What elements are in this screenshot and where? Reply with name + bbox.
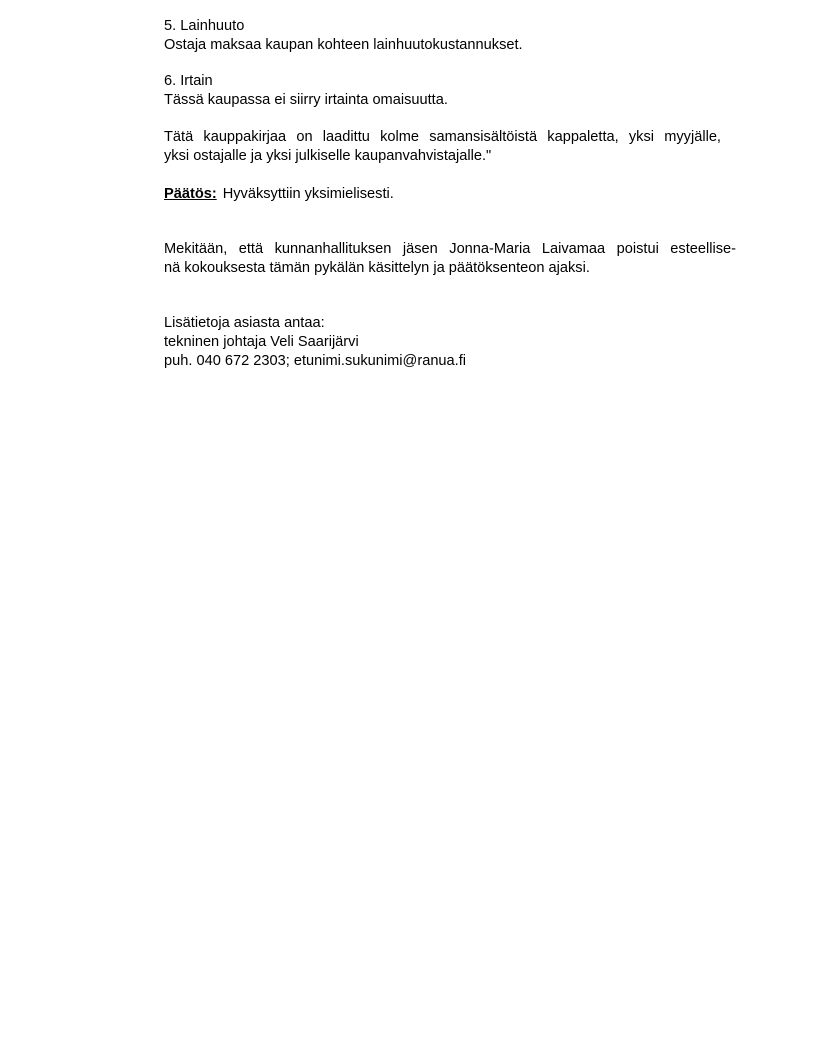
decision-label: Päätös: — [164, 186, 217, 202]
copies-line-2: yksi ostajalle ja yksi julkiselle kaupanvahvistajalle." — [164, 148, 492, 164]
section-text: Tässä kaupassa ei siirry irtainta omaisuutta. — [164, 92, 448, 108]
contact-details: puh. 040 672 2303; etunimi.sukunimi@ranua.fi — [164, 353, 467, 369]
contact-info — [164, 314, 744, 371]
copies-line-1: Tätä kauppakirjaa on laadittu kolme samansisältöistä kappaletta, yksi myyjälle, — [164, 129, 721, 145]
section-heading: 6. Irtain — [164, 73, 213, 89]
contact-person: tekninen johtaja Veli Saarijärvi — [164, 334, 359, 350]
section-text: Ostaja maksaa kaupan kohteen lainhuutokustannukset. — [164, 37, 523, 53]
note-line-2: nä kokouksesta tämän pykälän käsittelyn ja päätöksenteon ajaksi. — [164, 260, 590, 276]
section-heading: 5. Lainhuuto — [164, 18, 245, 34]
decision — [164, 185, 744, 204]
contact-intro: Lisätietoja asiasta antaa: — [164, 315, 325, 331]
section-irtain — [164, 72, 744, 110]
section-copies — [164, 128, 721, 166]
disqualification-note — [164, 240, 736, 278]
note-line-1: Mekitään, että kunnanhallituksen jäsen Jonna-Maria Laivamaa poistui esteellise- — [164, 241, 736, 257]
section-lainhuuto — [164, 17, 744, 55]
decision-text: Hyväksyttiin yksimielisesti. — [222, 186, 394, 202]
